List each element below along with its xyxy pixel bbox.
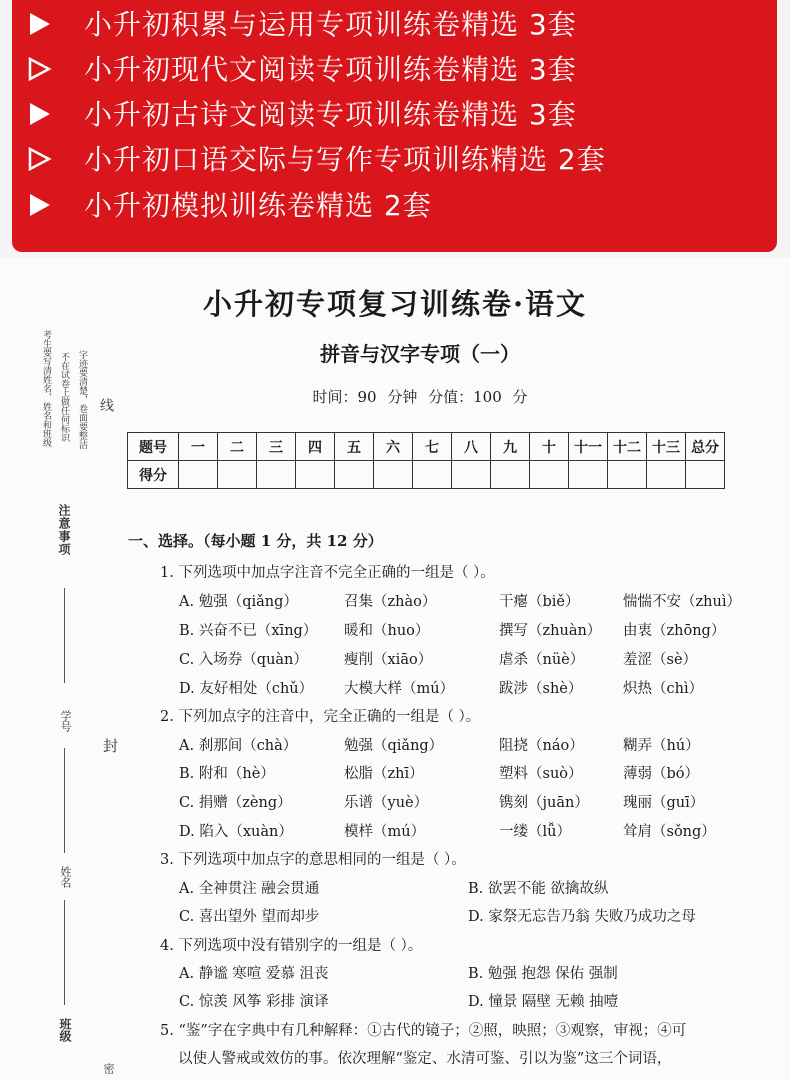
banner-item-label: 小升初模拟训练卷精选 2套	[84, 189, 432, 222]
option[interactable]: A. 全神贯注 融会贯通	[179, 881, 320, 897]
option[interactable]: 虐杀（nüè）	[499, 652, 585, 668]
score-header-cell: 十一	[569, 433, 608, 461]
score-header-row	[128, 433, 725, 461]
score-cell[interactable]	[530, 461, 569, 489]
option[interactable]: 由衷（zhōng）	[623, 623, 726, 639]
score-header-cell: 十	[530, 433, 569, 461]
option[interactable]: 跋涉（shè）	[499, 681, 583, 697]
banner-item-label: 小升初古诗文阅读专项训练卷精选 3套	[84, 98, 577, 131]
score-header-cell: 五	[335, 433, 374, 461]
filled-triangle-icon	[24, 99, 54, 129]
score-cell[interactable]	[647, 461, 686, 489]
outline-triangle-icon	[24, 144, 54, 174]
xingming-label: 姓名	[59, 866, 72, 888]
score-cell[interactable]	[218, 461, 257, 489]
score-header-cell: 题号	[128, 433, 179, 461]
page-subtitle: 拼音与汉字专项（一）	[320, 342, 520, 366]
score-row-label: 得分	[128, 461, 179, 489]
fold-line	[64, 900, 65, 1005]
option[interactable]: 干瘪（biě）	[499, 594, 580, 610]
option[interactable]: 薄弱（bó）	[623, 766, 700, 782]
exam-meta: 时间：90 分钟 分值：100 分	[312, 388, 528, 406]
score-header-cell: 二	[218, 433, 257, 461]
score-table	[127, 432, 725, 489]
score-cell[interactable]	[491, 461, 530, 489]
mi-mark: 密	[102, 1063, 115, 1074]
feng-mark: 封	[101, 738, 119, 753]
option[interactable]: 暖和（huo）	[344, 623, 430, 639]
score-row	[128, 461, 725, 489]
score-cell[interactable]	[257, 461, 296, 489]
option[interactable]: 模样（mú）	[344, 824, 426, 840]
score-header-cell: 三	[257, 433, 296, 461]
option[interactable]: 勉强（qiǎng）	[344, 738, 444, 754]
question-stem: 5. “鉴”字在字典中有几种解释：①古代的镜子；②照，映照；③观察，审视；④可	[160, 1023, 687, 1039]
score-header-cell: 十三	[647, 433, 686, 461]
option[interactable]: 塑料（suò）	[499, 766, 583, 782]
banner-item-1[interactable]	[84, 1, 577, 45]
fold-line	[64, 588, 65, 683]
score-cell[interactable]	[413, 461, 452, 489]
promo-banner	[12, 0, 777, 252]
option[interactable]: 松脂（zhī）	[344, 766, 424, 782]
question-stem: 4. 下列选项中没有错别字的一组是（ ）。	[160, 938, 423, 954]
exam-paper	[0, 258, 790, 1080]
score-header-cell: 一	[179, 433, 218, 461]
score-cell[interactable]	[569, 461, 608, 489]
score-header-cell: 四	[296, 433, 335, 461]
option[interactable]: 糊弄（hú）	[623, 738, 700, 754]
banner-item-2[interactable]	[84, 46, 577, 90]
option[interactable]: 乐谱（yuè）	[344, 795, 429, 811]
option[interactable]: A. 勉强（qiǎng）	[179, 594, 298, 610]
option[interactable]: 大模大样（mú）	[344, 681, 455, 697]
option[interactable]: 耸肩（sǒng）	[623, 824, 716, 840]
option[interactable]: A. 刹那间（chà）	[179, 738, 298, 754]
question-stem-cont: 以使人警戒或效仿的事。依次理解“鉴定、水清可鉴、引以为鉴”这三个词语，	[178, 1051, 672, 1067]
page-title: 小升初专项复习训练卷·语文	[202, 287, 588, 321]
option[interactable]: 炽热（chì）	[623, 681, 704, 697]
option[interactable]: B. 勉强 抱怨 保佑 强制	[468, 966, 618, 982]
option[interactable]: B. 欲罢不能 欲擒故纵	[468, 881, 609, 897]
score-cell[interactable]	[686, 461, 725, 489]
option[interactable]: 瑰丽（guī）	[623, 795, 705, 811]
option[interactable]: 羞涩（sè）	[623, 652, 698, 668]
option[interactable]: C. 喜出望外 望而却步	[179, 909, 320, 925]
option[interactable]: 阻挠（náo）	[499, 738, 584, 754]
option[interactable]: 一缕（lǚ）	[499, 824, 571, 840]
notes-line-3: 字迹要清楚，卷面要整洁	[77, 350, 87, 449]
filled-triangle-icon	[24, 190, 54, 220]
option[interactable]: C. 惊羡 风筝 彩排 演译	[179, 994, 329, 1010]
option[interactable]: B. 附和（hè）	[179, 766, 275, 782]
outline-triangle-icon	[24, 54, 54, 84]
score-cell[interactable]	[296, 461, 335, 489]
xian-mark: 线	[98, 398, 114, 412]
notes-line-2: 不在试卷上做任何标识	[59, 352, 69, 442]
score-cell[interactable]	[374, 461, 413, 489]
banner-item-3[interactable]	[84, 91, 577, 135]
option[interactable]: D. 友好相处（chǔ）	[179, 681, 314, 697]
score-header-cell: 总分	[686, 433, 725, 461]
option[interactable]: B. 兴奋不已（xīng）	[179, 623, 318, 639]
fold-line	[64, 748, 65, 853]
option[interactable]: 瘦削（xiāo）	[344, 652, 433, 668]
score-header-cell: 六	[374, 433, 413, 461]
option[interactable]: C. 入场券（quàn）	[179, 652, 308, 668]
score-header-cell: 八	[452, 433, 491, 461]
banner-item-label: 小升初积累与运用专项训练卷精选 3套	[84, 8, 577, 41]
option[interactable]: C. 捐赠（zèng）	[179, 795, 292, 811]
option[interactable]: 召集（zhào）	[344, 594, 437, 610]
option[interactable]: D. 家祭无忘告乃翁 失败乃成功之母	[468, 909, 696, 925]
banner-item-label: 小升初现代文阅读专项训练卷精选 3套	[84, 53, 577, 86]
filled-triangle-icon	[24, 9, 54, 39]
question-stem: 3. 下列选项中加点字的意思相同的一组是（ ）。	[160, 852, 466, 868]
option[interactable]: 惴惴不安（zhuì）	[623, 594, 741, 610]
question-stem: 1. 下列选项中加点字注音不完全正确的一组是（ ）。	[160, 565, 495, 581]
score-cell[interactable]	[335, 461, 374, 489]
score-header-cell: 九	[491, 433, 530, 461]
score-header-cell: 十二	[608, 433, 647, 461]
option[interactable]: 撰写（zhuàn）	[499, 623, 602, 639]
score-cell[interactable]	[179, 461, 218, 489]
notes-line-1: 考生要写清姓名、姓名和班级	[41, 330, 51, 447]
option[interactable]: A. 静谧 寒喧 爱慕 沮丧	[179, 966, 329, 982]
option[interactable]: 镌刻（juān）	[499, 795, 589, 811]
option[interactable]: D. 憧景 隔壁 无赖 抽噎	[468, 994, 619, 1010]
score-cell[interactable]	[452, 461, 491, 489]
notes-title: 注意事项	[57, 504, 71, 556]
score-cell[interactable]	[608, 461, 647, 489]
banji-label: 班级	[58, 1018, 72, 1042]
score-header-cell: 七	[413, 433, 452, 461]
question-stem: 2. 下列加点字的注音中，完全正确的一组是（ ）。	[160, 709, 481, 725]
section-heading: 一、选择。（每小题 1 分，共 12 分）	[128, 532, 383, 550]
banner-item-4[interactable]	[84, 136, 606, 180]
option[interactable]: D. 陷入（xuàn）	[179, 824, 293, 840]
banner-item-5[interactable]	[84, 182, 432, 226]
banner-item-label: 小升初口语交际与写作专项训练精选 2套	[84, 143, 606, 176]
xuehao-label: 学号	[59, 710, 72, 732]
